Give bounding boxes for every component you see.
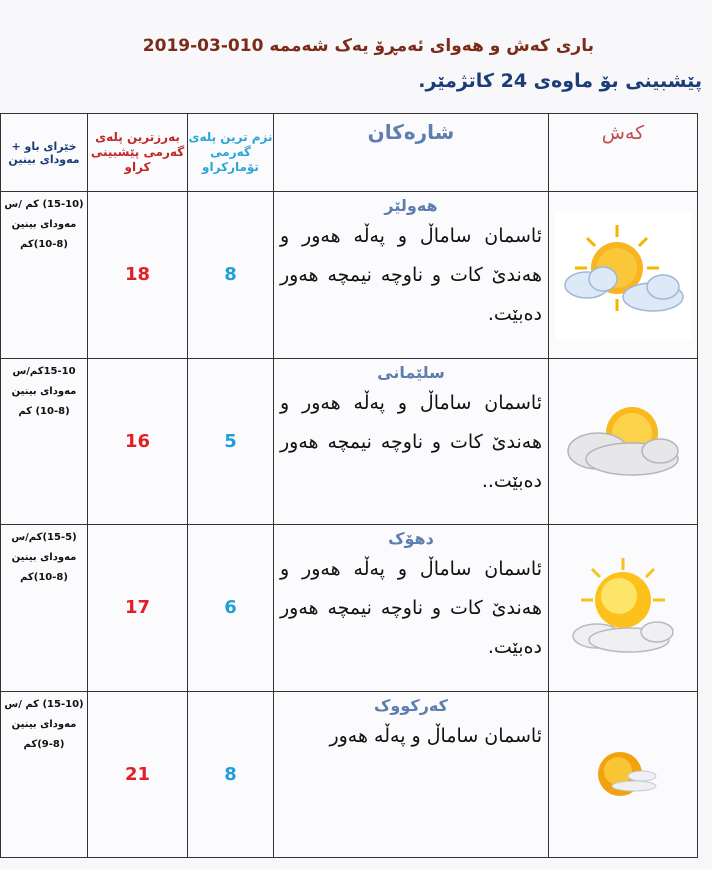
table-row	[1, 525, 698, 691]
header-max-temp: بەرزترین پلەی گەرمی پێشبینی کراو	[88, 114, 188, 192]
sky-cell	[549, 525, 698, 691]
visibility-label: مەودای بینین	[11, 552, 77, 564]
hazy-sun-icon	[588, 744, 658, 804]
visibility-label: مەودای بینین	[11, 219, 77, 231]
wind-speed: (15-10) کم /س	[4, 199, 84, 211]
min-temp: 6	[188, 525, 274, 691]
wind-cell	[1, 525, 88, 691]
city-cell	[274, 691, 549, 857]
sun-with-small-cloud-icon	[567, 556, 679, 660]
header-cities: شارەکان	[274, 114, 549, 192]
city-cell	[274, 192, 549, 358]
max-temp: 21	[88, 691, 188, 857]
visibility-label: مەودای بینین	[11, 385, 77, 397]
weather-description: ئاسمان ساماڵ و پەڵە هەور و هەندێ کات و ناوچە نیمچە هەور دەبێت.	[280, 225, 542, 326]
sun-behind-grey-cloud-icon	[562, 401, 684, 481]
visibility-label: مەودای بینین	[11, 718, 77, 730]
city-name: کەرکووک	[374, 695, 448, 715]
visibility-value: (10-8)کم	[20, 572, 68, 584]
header-sky: کەش	[549, 114, 698, 192]
table-row	[1, 358, 698, 524]
max-temp: 16	[88, 358, 188, 524]
city-name: سلێمانی	[377, 362, 445, 382]
city-name: دهۆک	[388, 529, 434, 549]
page-subtitle: پێشبینی بۆ ماوەی 24 کاتژمێر.	[418, 70, 702, 92]
wind-cell	[1, 192, 88, 358]
wind-cell	[1, 691, 88, 857]
header-wind: خێرای باو + مەودای بینین	[1, 114, 88, 192]
min-temp: 8	[188, 691, 274, 857]
forecast-table	[0, 113, 698, 858]
min-temp: 5	[188, 358, 274, 524]
max-temp: 17	[88, 525, 188, 691]
sky-cell	[549, 192, 698, 358]
weather-description: ئاسمان ساماڵ و پەڵە هەور و هەندێ کات و ناوچە نیمچە هەور دەبێت..	[280, 391, 542, 492]
weather-description: ئاسمان ساماڵ و پەڵە هەور	[329, 724, 542, 747]
weather-description: ئاسمان ساماڵ و پەڵە هەور و هەندێ کات و ناوچە نیمچە هەور دەبێت.	[280, 558, 542, 659]
sun-behind-clouds-icon	[555, 211, 691, 339]
header-min-temp: نزم ترین پلەی گەرمی تۆمارکراو	[188, 114, 274, 192]
table-header-row	[1, 114, 698, 192]
page-title: باری کەش و هەوای ئەمڕۆ یەک شەممە 010-03-2019	[142, 36, 594, 56]
visibility-value: (9-8)کم	[23, 738, 65, 750]
max-temp: 18	[88, 192, 188, 358]
min-temp: 8	[188, 192, 274, 358]
city-name: هەولێر	[384, 196, 438, 216]
visibility-value: (10-8) کم	[18, 405, 70, 417]
table-row	[1, 691, 698, 857]
sky-cell	[549, 358, 698, 524]
wind-speed: 15-10کم/س	[12, 365, 76, 377]
wind-speed: (15-5)کم/س	[11, 532, 77, 544]
visibility-value: (10-8)کم	[20, 239, 68, 251]
sky-cell	[549, 691, 698, 857]
table-row	[1, 192, 698, 358]
wind-cell	[1, 358, 88, 524]
wind-speed: (15-10) کم /س	[4, 698, 84, 710]
city-cell	[274, 525, 549, 691]
city-cell	[274, 358, 549, 524]
